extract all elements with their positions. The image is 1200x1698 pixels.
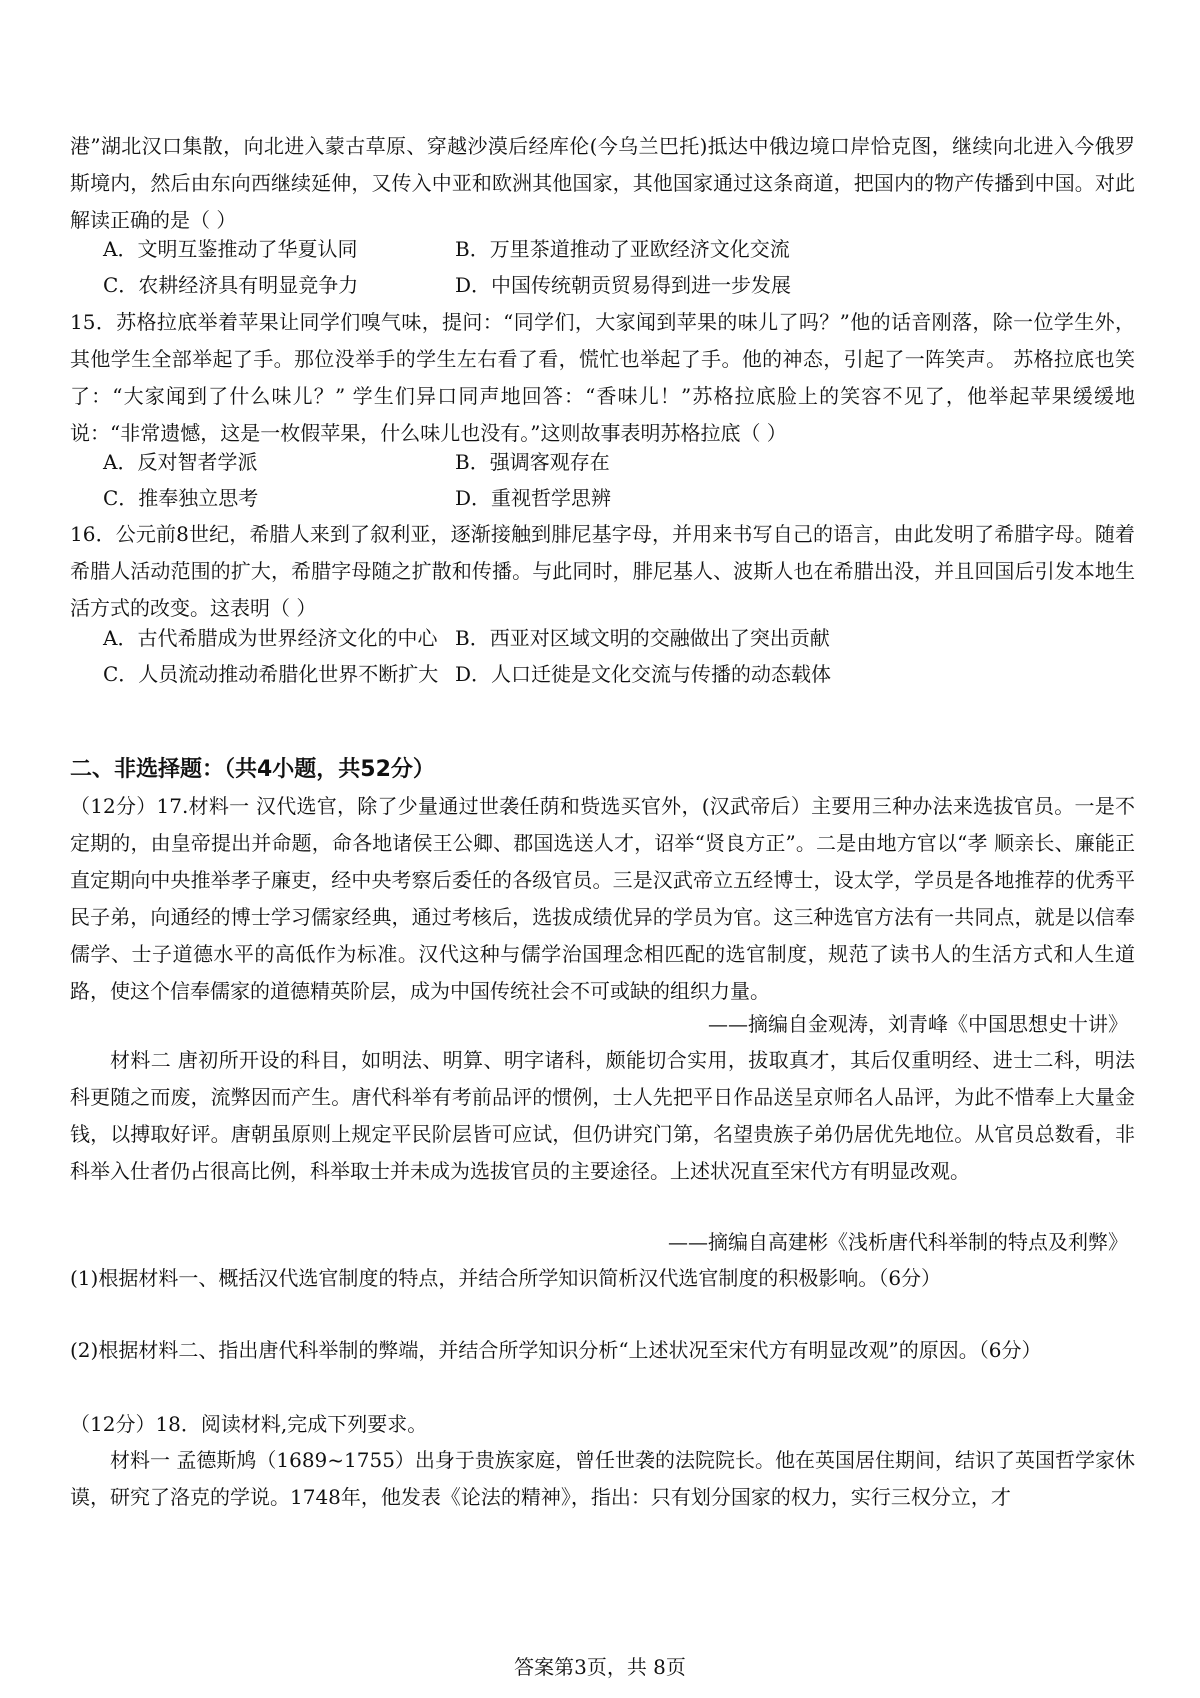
question-17-sub-1: (1)根据材料一、概括汉代选官制度的特点，并结合所学知识简析汉代选官制度的积极影响。（6分） (70, 1266, 942, 1290)
q14-option-a: A．文明互鉴推动了华夏认同 (103, 237, 358, 261)
question-15-stem: 15．苏格拉底举着苹果让同学们嗅气味，提问：“同学们，大家闻到苹果的味儿了吗？”他的话音刚落，除一位学生外，其他学生全部举起了手。那位没举手的学生左右看了看，慌忙也举起了手。他的神态，引起了一阵笑声。 苏格拉底也笑了：“大家闻到了什么味儿？” 学生们异口同声地回答：“香味儿！”苏格拉底脸上的笑容不见了，他举起苹果缓缓地说：“非常遗憾，这是一枚假苹果，什么味儿也没有。”这则故事表明苏格拉底（ ） (70, 310, 1135, 445)
q15-option-a: A．反对智者学派 (103, 450, 258, 474)
question-17-material-1: （12分）17.材料一 汉代选官，除了少量通过世袭任荫和赀选买官外，(汉武帝后）主要用三种办法来选拔官员。一是不定期的，由皇帝提出并命题，命各地诸侯王公卿、郡国选送人才，诏举“贤良方正”。二是由地方官以“孝 顺亲长、廉能正直定期向中央推举孝子廉吏，经中央考察后委任的各级官员。三是汉武帝立五经博士，设太学，学员是各地推荐的优秀平民子弟，向通经的博士学习儒家经典，通过考核后，选拔成绩优异的学员为官。这三种选官方法有一共同点，就是以信奉儒学、士子道德水平的高低作为标准。汉代这种与儒学治国理念相匹配的选官制度，规范了读书人的生活方式和人生道路，使这个信奉儒家的道德精英阶层，成为中国传统社会不可或缺的组织力量。 (70, 794, 1135, 1003)
q17-material-1-source: ——摘编自金观涛，刘青峰《中国思想史十讲》 (708, 1012, 1128, 1036)
q16-option-c: C．人员流动推动希腊化世界不断扩大 (103, 662, 439, 686)
q15-option-d: D．重视哲学思辨 (455, 486, 612, 510)
question-16-stem: 16．公元前8世纪，希腊人来到了叙利亚，逐渐接触到腓尼基字母，并用来书写自己的语言，由此发明了希腊字母。随着希腊人活动范围的扩大，希腊字母随之扩散和传播。与此同时，腓尼基人、波斯人也在希腊出没，并且回国后引发本地生活方式的改变。这表明（ ） (70, 522, 1135, 620)
question-17-material-2: 材料二 唐初所开设的科目，如明法、明算、明字诸科，颇能切合实用，拔取真才，其后仅重明经、进士二科，明法科更随之而废，流弊因而产生。唐代科举有考前品评的惯例，士人先把平日作品送呈京师名人品评，为此不惜奉上大量金钱，以搏取好评。唐朝虽原则上规定平民阶层皆可应试，但仍讲究门第，名望贵族子弟仍居优先地位。从官员总数看，非科举入仕者仍占很高比例，科举取士并未成为选拔官员的主要途径。上述状况直至宋代方有明显改观。 (70, 1048, 1135, 1183)
q14-option-b: B．万里茶道推动了亚欧经济文化交流 (455, 237, 790, 261)
q15-option-c: C．推奉独立思考 (103, 486, 259, 510)
q14-option-d: D．中国传统朝贡贸易得到进一步发展 (455, 273, 792, 297)
q14-option-c: C．农耕经济具有明显竞争力 (103, 273, 359, 297)
section-2-heading: 二、非选择题：（共4小题，共52分） (70, 757, 435, 782)
question-14-continued-stem: 港”湖北汉口集散，向北进入蒙古草原、穿越沙漠后经库伦(今乌兰巴托)抵达中俄边境口岸恰克图，继续向北进入今俄罗斯境内，然后由东向西继续延伸，又传入中亚和欧洲其他国家，其他国家通过这条商道，把国内的物产传播到中国。对此解读正确的是（ ） (70, 134, 1135, 232)
question-17-sub-2: (2)根据材料二、指出唐代科举制的弊端，并结合所学知识分析“上述状况至宋代方有明显改观”的原因。（6分） (70, 1338, 1042, 1362)
page-footer: 答案第3页，共 8页 (514, 1655, 686, 1679)
question-18-material-1: 材料一 孟德斯鸠（1689~1755）出身于贵族家庭，曾任世袭的法院院长。他在英国居住期间，结识了英国哲学家休谟，研究了洛克的学说。1748年，他发表《论法的精神》，指出：只有划分国家的权力，实行三权分立，才 (70, 1448, 1135, 1509)
question-18-stem: （12分）18．阅读材料,完成下列要求。 (70, 1412, 428, 1436)
q17-material-2-source: ——摘编自高建彬《浅析唐代科举制的特点及利弊》 (668, 1230, 1128, 1254)
q15-option-b: B．强调客观存在 (455, 450, 610, 474)
q16-option-a: A．古代希腊成为世界经济文化的中心 (103, 626, 438, 650)
q16-option-d: D．人口迁徙是文化交流与传播的动态载体 (455, 662, 832, 686)
q16-option-b: B．西亚对区域文明的交融做出了突出贡献 (455, 626, 830, 650)
